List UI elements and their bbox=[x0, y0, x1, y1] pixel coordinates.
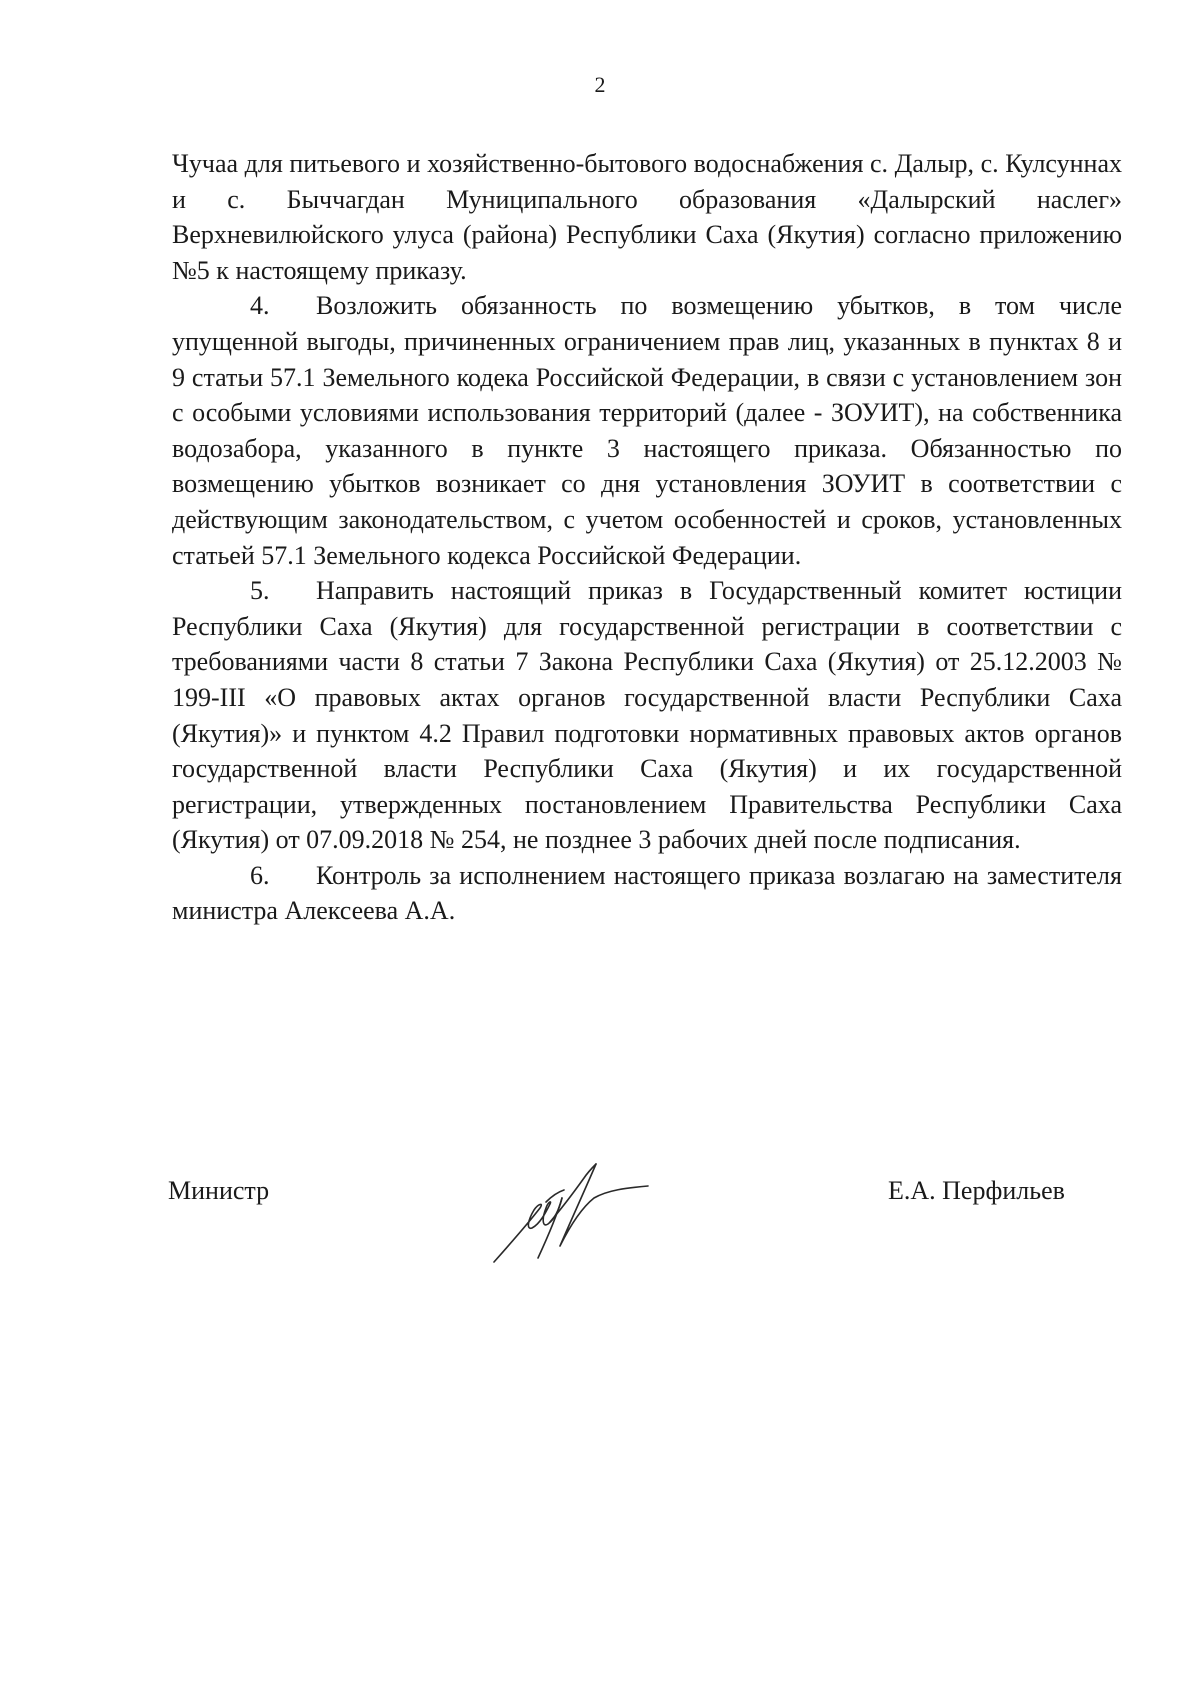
paragraph-item-4 bbox=[172, 288, 1122, 573]
document-body bbox=[172, 146, 1122, 929]
handwritten-signature bbox=[488, 1162, 668, 1266]
signatory-title: Министр bbox=[168, 1176, 270, 1205]
paragraph-text: Возложить обязанность по возмещению убытков, в том числе упущенной выгоды, причиненных ограничением прав лиц, указанных в пунктах 8 и 9 статьи 57.1 Земельного кодека Российской Федерации, в связи с установлением зон с особыми условиями использования территорий (далее - ЗОУИТ), на собственника водозабора, указанного в пункте 3 настоящего приказа. Обязанностью по возмещению убытков возникает со дня установления ЗОУИТ в соответствии с действующим законодательством, с учетом особенностей и сроков, установленных статьей 57.1 Земельного кодекса Российской Федерации. bbox=[172, 291, 1122, 570]
signatory-name: Е.А. Перфильев bbox=[888, 1176, 1065, 1205]
paragraph-text: Чучаа для питьевого и хозяйственно-бытового водоснабжения с. Далыр, с. Кулсуннах и с. Быччагдан Муниципального образования «Далырский наслег» Верхневилюйского улуса (района) Республики Саха (Якутия) согласно приложению №5 к настоящему приказу. bbox=[172, 149, 1122, 285]
paragraph-text: Направить настоящий приказ в Государственный комитет юстиции Республики Саха (Якутия) для государственной регистрации в соответствии с требованиями части 8 статьи 7 Закона Республики Саха (Якутия) от 25.12.2003 № 199-III «О правовых актах органов государственной власти Республики Саха (Якутия)» и пунктом 4.2 Правил подготовки нормативных правовых актов органов государственной власти Республики Саха (Якутия) и их государственной регистрации, утвержденных постановлением Правительства Республики Саха (Якутия) от 07.09.2018 № 254, не позднее 3 рабочих дней после подписания. bbox=[172, 576, 1122, 855]
paragraph-text: Контроль за исполнением настоящего приказа возлагаю на заместителя министра Алексеева А.А. bbox=[172, 860, 1122, 926]
item-number: 5. bbox=[250, 576, 270, 606]
signature-block bbox=[0, 1162, 1200, 1282]
item-number: 4. bbox=[250, 291, 270, 321]
paragraph-item-5 bbox=[172, 573, 1122, 858]
paragraph-item-6 bbox=[172, 858, 1122, 929]
page-number: 2 bbox=[594, 72, 606, 97]
paragraph-continuation bbox=[172, 146, 1122, 288]
item-number: 6. bbox=[250, 860, 270, 890]
